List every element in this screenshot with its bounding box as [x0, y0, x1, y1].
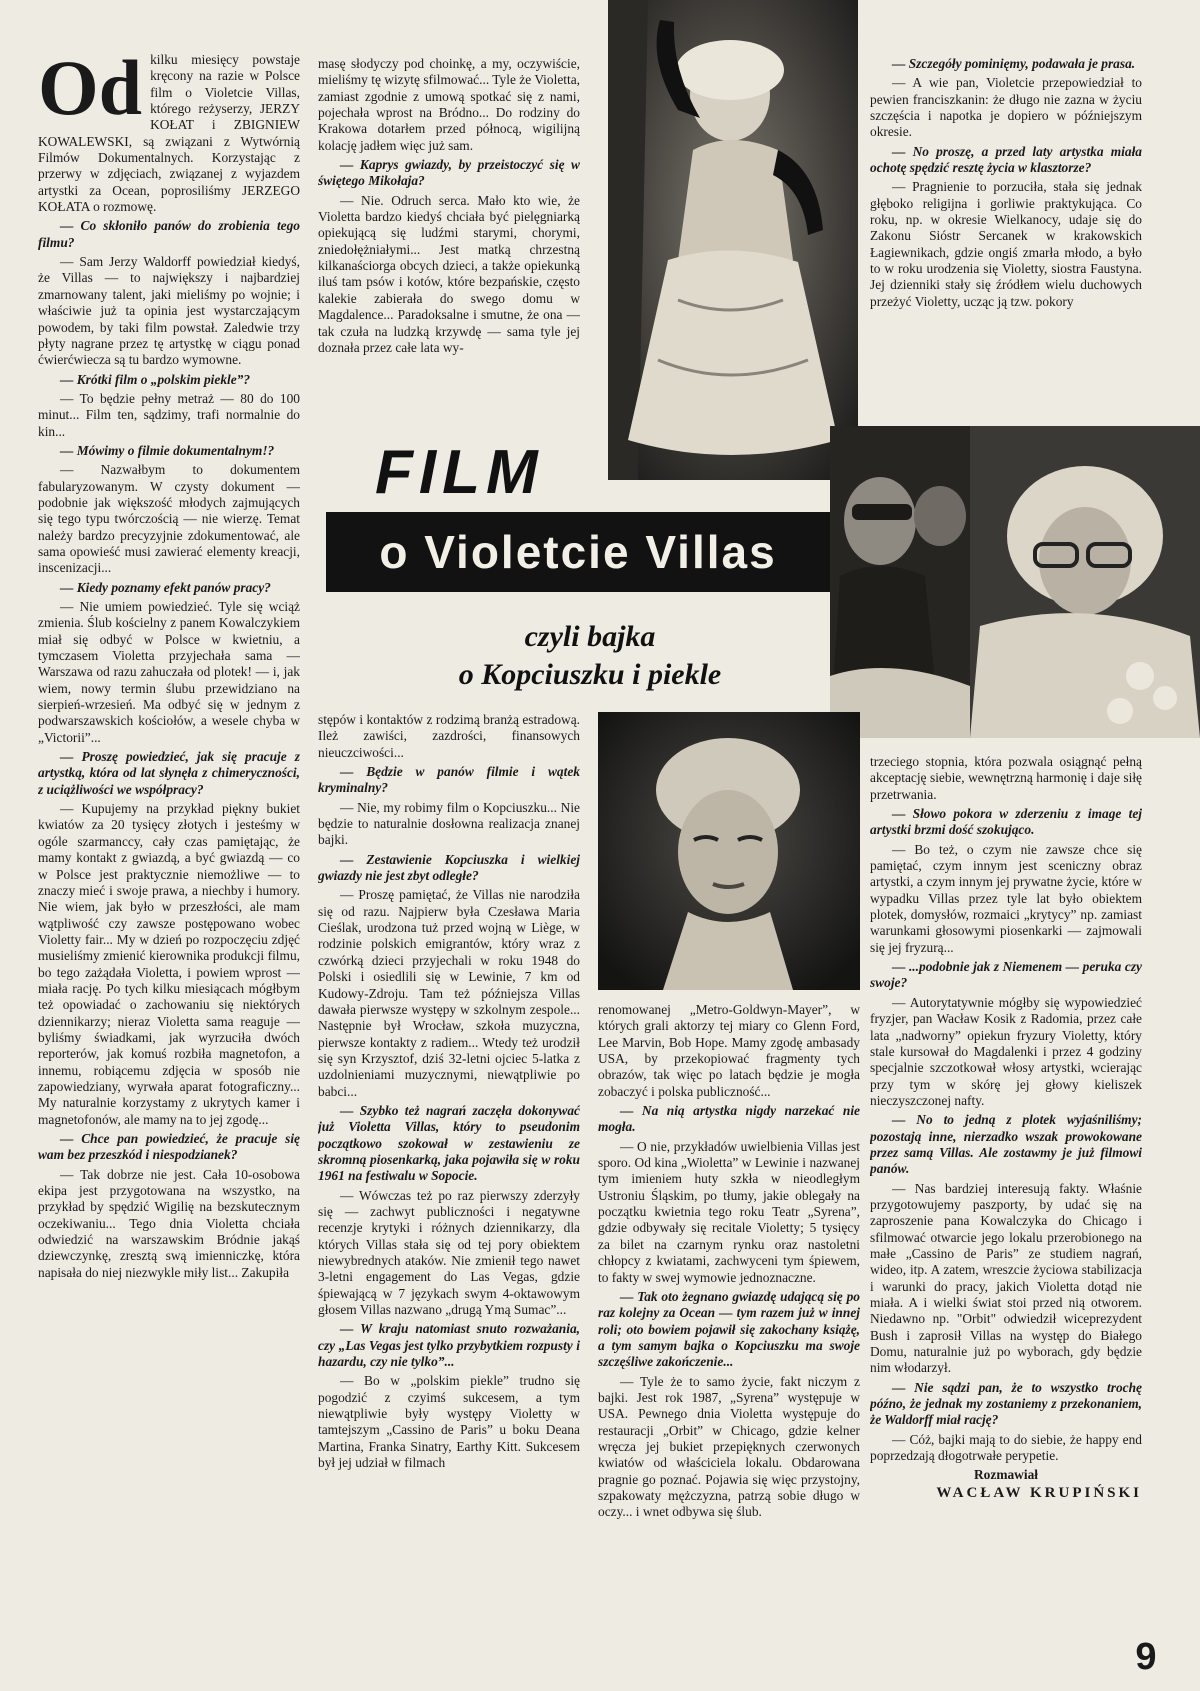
- column-2-top-paragraphs: [318, 56, 580, 356]
- article-paragraph: — Nie umiem powiedzieć. Tyle się wciąż zmienia. Ślub kościelny z panem Kowalczykiem miał się odbyć w Polsce w kwietniu, a tymczasem Violetta przyjechała sama — Warszawa od razu zahuczała od plotek! — i, jak wiem, nowy termin ślubu przewidziano na sierpień-wrzesień. Ma odbyć się w jednym z podwarszawskich kościołów, a wesele chyba w „Victorii”...: [38, 599, 300, 745]
- article-paragraph: — A wie pan, Violetcie przepowiedział to pewien franciszkanin: że długo nie zazna w życiu szczęścia i napotka je dopiero w późniejszym okresie.: [870, 75, 1142, 140]
- article-paragraph: — Kaprys gwiazdy, by przeistoczyć się w świętego Mikołaja?: [318, 157, 580, 189]
- article-paragraph: — Cóż, bajki mają to do siebie, że happy end poprzedzają dłogotrwałe perypetie.: [870, 1431, 1142, 1464]
- article-paragraph: — Nazwałbym to dokumentem fabularyzowanym. W czysty dokument — podobnie jak większość młodych zajmujących się tego typu twórczością — nie wierzę. Temat należy bardzo precyzyjnie zdokumentować, ale sama opowieść musi zawierać elementy kreacji, inscenizacji...: [38, 462, 300, 576]
- article-paragraph: — Nie. Odruch serca. Mało kto wie, że Violetta bardzo kiedyś chciała być pielęgniarką opiekującą się ludźmi starymi, chorymi, zniedołężniałymi... Jest matką chrzestną kilkanaściorga obcych dzieci, a także opiekunką iluś tam psów i kotów, które bezpańskie, często kalekie zabierała do swego domu w Magdalence... Paradoksalne i smutne, że ona — tak czuła na ludzką krzywdę — sama tyle jej doznała przez całe lata wy-: [318, 192, 580, 355]
- column-2-bottom-paragraphs: [318, 712, 580, 1471]
- column-4-top-paragraphs: [870, 56, 1142, 310]
- signature-label: Rozmawiał: [974, 1467, 1038, 1483]
- article-paragraph: — Tak oto żegnano gwiazdę udającą się po raz kolejny za Ocean — tym razem już w innej roli; oto bowiem pojawił się zakochany książę, a tym samym bajka o Kopciuszku ma swoje szczęśliwe zakończenie...: [598, 1288, 860, 1370]
- page-number: 9: [1135, 1636, 1157, 1678]
- photo-stage-performance: [608, 0, 858, 480]
- article-column-2-bottom: [318, 712, 580, 1667]
- article-paragraph: — Słowo pokora w zderzeniu z image tej artystki brzmi dość szokująco.: [870, 806, 1142, 838]
- drop-cap: Od: [38, 52, 143, 131]
- article-paragraph: renomowanej „Metro-Goldwyn-Mayer”, w których grali aktorzy tej miary co Glenn Ford, Lee Marvin, Bob Hope. Mamy zgodę ambasady USA, by przekopiować fragmenty tych obrazów, tak więc po latach będzie je mogła zobaczyć i polska publiczność...: [598, 1002, 860, 1099]
- article-column-1: [38, 52, 300, 1652]
- headline-film: FILM: [375, 438, 544, 507]
- column-4-bottom-paragraphs: [870, 754, 1142, 1464]
- article-paragraph: — Nie, my robimy film o Kopciuszku... Nie będzie to naturalnie dosłowna realizacja znanej bajki.: [318, 799, 580, 848]
- article-paragraph: — To będzie pełny metraż — 80 do 100 minut... Film ten, sądzimy, trafi normalnie do kin...: [38, 390, 300, 439]
- article-paragraph: — Kupujemy na przykład piękny bukiet kwiatów za 20 tysięcy złotych i jesteśmy w ogóle szarmanccy, cały czas pamiętając, że mamy kontakt z gwiazdą, a być gwiazdą — co w Polsce jest praktycznie niemożliwe — to znaczy mieć i swoje prawa, a niechby i humory. Nie wiem, jak było w przeszłości, ale mam wątpliwość czy zawsze postępowano wobec Violetty fair... My w dzień po rozpoczęciu zdjęć musieliśmy zmienić kierownika produkcji filmu, bo tego zażądała Violetta, i powiem wprost — miała rację. Po tych kilku miesiącach mógłbym też opowiadać o zachowaniu się niektórych dziennikarzy; nieraz Violetta sama reaguje — byliśmy świadkami, jak wyrzuciła dwóch reporterów, jak komuś rozbiła magnetofon, a innemu, robiącemu zdjęcia w sposób nie zapowiedziany, wyrwała aparat fotograficzny... My naturalnie korzystamy z ukrytych kamer i magnetofonów, ale mamy na to jej zgodę...: [38, 801, 300, 1127]
- article-paragraph: — W kraju natomiast snuto rozważania, czy „Las Vegas jest tylko przybytkiem rozpusty i hazardu, czy nie tylko”...: [318, 1321, 580, 1370]
- press-meeting-image: [830, 426, 1200, 738]
- article-paragraph: masę słodyczy pod choinkę, a my, oczywiście, mieliśmy tę wizytę sfilmować... Tyle że Violetta, zamiast zgodnie z umową spotkać się z nami, pojechała wprost na Bródno... Do rodziny do Krakowa dotarłem przed północą, wigilijną kolację jadłem więc już sam.: [318, 56, 580, 153]
- article-paragraph: — Pragnienie to porzuciła, stała się jednak głęboko religijna i gorliwie praktykująca. Co roku, np. w okresie Wielkanocy, udaje się do Zakonu Sióstr Sercanek w krakowskich Łagiewnikach, gdzie ongiś zmarła młodo, a było to w roku urodzenia się Violetty, siostra Faustyna. Jej dzienniki stały się źródłem wielu duchowych przeżyć Violetty, ucząc ją tzw. pokory: [870, 179, 1142, 309]
- headline-subtitle: [360, 618, 820, 694]
- article-paragraph: — O nie, przykładów uwielbienia Villas jest sporo. Od kina „Wioletta” w Lewinie i nazwanej tym imieniem huty szkła w nieodległym Ustroniu Śląskim, po tłumy, jakie oblegały na początku kwietnia tego roku Teatr „Syrena”, gdzie odbywały się recitale Violetty; 5 tysięcy za bilet na czarnym rynku oraz nastoletni chłopcy z kwiatami, zachwyceni tym śpiewem, to fakty w swej wymowie jednoznaczne.: [598, 1138, 860, 1285]
- article-paragraph: — Chce pan powiedzieć, że pracuje się wam bez przeszkód i niespodzianek?: [38, 1131, 300, 1163]
- article-paragraph: — Wówczas też po raz pierwszy zderzyły się — zachwyt publiczności i negatywne recenzje krytyki i różnych dziennikarzy, dla których Villas stała się od tej pory obiektem niewybrednych ataków. Nie zmienił tego nawet 3-letni engagement do Las Vegas, gdzie śpiewającą w 7 językach swym 4-oktawowym głosem Villas nazwano „drugą Ymą Sumac”...: [318, 1187, 580, 1318]
- article-paragraph: stępów i kontaktów z rodzimą branżą estradową. Ileż zawiści, zazdrości, finansowych nieuczciwości...: [318, 712, 580, 760]
- column-1-paragraphs: [38, 52, 300, 1281]
- subtitle-line-1: czyli bajka: [524, 620, 656, 653]
- article-column-3: [598, 1002, 860, 1672]
- article-paragraph: — Proszę pamiętać, że Villas nie narodziła się od razu. Najpierw była Czesława Maria Cieślak, urodzona tuż przed wojną w Liège, w rodzinie polskich emigrantów, który wraz z czwórką dzieci przyjechali w roku 1948 do Polski i osiedlili się w Lewinie, 7 km od Kudowy-Zdroju. Tam też późniejsza Villas dawała pierwsze występy w szkolnym zespole... Następnie był Wrocław, szkoła muzyczna, pierwsze kontakty z radiem... Wtedy też urodził się syn Krzysztof, dziś 32-letni ojciec 5-latka z uzdolnieniami muzycznymi, niewątpliwie po babci...: [318, 887, 580, 1099]
- article-paragraph: — No proszę, a przed laty artystka miała ochotę spędzić resztę życia w klasztorze?: [870, 143, 1142, 176]
- article-column-4-bottom: [870, 754, 1142, 1654]
- article-paragraph: — Tak dobrze nie jest. Cała 10-osobowa ekipa jest przygotowana na wszystko, na przykład by spędzić Wigilię na bezskutecznym oczekiwaniu... Tego dnia Violetta chciała odwiedzić na warszawskim Bródnie jakąś dziewczynkę, zresztą swą imienniczkę, która napisała do niej niezwykle miły list... Zakupiła: [38, 1166, 300, 1280]
- lead-text: kilku miesięcy powstaje kręcony na razie w Polsce film o Violetcie Villas, którego reżyserzy, JERZY KOŁAT i ZBIGNIEW KOWALEWSKI, są związani z Wytwórnią Filmów Dokumentalnych. Korzystając z przerwy w zdjęciach, związanej z wyjazdem artystki za Ocean, poprosiliśmy JERZEGO KOŁATA o rozmowę.: [38, 52, 300, 215]
- article-paragraph: trzeciego stopnia, która pozwala osiągnąć pełną akceptację siebie, wewnętrzną harmonię i daje siłę przetrwania.: [870, 754, 1142, 802]
- article-paragraph: — Będzie w panów filmie i wątek kryminalny?: [318, 764, 580, 796]
- column-3-paragraphs: [598, 1002, 860, 1521]
- article-column-4-top: [870, 56, 1142, 418]
- signature-author: WACŁAW KRUPIŃSKI: [936, 1484, 1142, 1501]
- article-paragraph: — ...podobnie jak z Niemenem — peruka czy swoje?: [870, 959, 1142, 991]
- article-paragraph: — Nie sądzi pan, że to wszystko trochę późno, że jednak my zostaniemy z przekonaniem, że Waldorff miał rację?: [870, 1379, 1142, 1428]
- article-paragraph: — Na nią artystka nigdy narzekać nie mogła.: [598, 1103, 860, 1135]
- article-paragraph: — Bo też, o czym nie zawsze chce się pamiętać, czym innym jest sceniczny obraz artystki, a czym innym jej prywatne życie, które w wypadku Villas przez tyle lat było obiektem plotek, domysłów, rozmaici „krytycy” np. zamiast warunkami głosowymi piosenkarki — zajmowali się jej fryzurą...: [870, 841, 1142, 955]
- article-paragraph: — Zestawienie Kopciuszka i wielkiej gwiazdy nie jest zbyt odległe?: [318, 851, 580, 884]
- article-paragraph: — Nas bardziej interesują fakty. Właśnie przygotowujemy paszporty, by udać się na zaproszenie pana Kowalczyka do Chicago i sfilmować otwarcie jego lokalu przerobionego na małe „Cassino de Paris” ze studiem nagrań, wideo, itp. A zatem, wreszcie życiowa stabilizacja i warunki do pracy, jakich Violetta dotąd nie miała. A i wielki świat stoi przed nią otworem. Niedawno np. "Orbit" odwiedził wiceprezydent Bush i zaprosił Villas na występ do Białego Domu, naturalnie już po wyborach, gdy będzie nim włodarzył.: [870, 1180, 1142, 1376]
- article-column-2-top: [318, 56, 580, 430]
- article-paragraph: — No to jedną z plotek wyjaśniliśmy; pozostają inne, nierzadko wszak prowokowane przez samą Villas. Ale zostawmy je już filmowi panów.: [870, 1112, 1142, 1177]
- signature: [870, 1467, 1142, 1502]
- stage-performance-image: [608, 0, 858, 480]
- subtitle-line-2: o Kopciuszku i piekle: [458, 658, 722, 691]
- article-paragraph: — Autorytatywnie mógłby się wypowiedzieć fryzjer, pan Wacław Kosik z Radomia, przez całe lata „nadworny” opiekun fryzury Violetty, który stale kursował do Magdalenki i przez 4 godziny specjalnie szczotkował włosy artystki, wcierając przy tym w skórę jej głowy kieliszek nieczyszczonej nafty.: [870, 994, 1142, 1108]
- article-paragraph: — Sam Jerzy Waldorff powiedział kiedyś, że Villas — to największy i najbardziej zmarnowany talent, jaki mieliśmy po wojnie; i właściwie już ta opinia jest wystarczającym powodem, by taki film powstał. Zaledwie trzy płyty nagrane przez tę artystkę w ciągu ponad ćwierćwiecza są tu bardzo wymowne.: [38, 254, 300, 368]
- article-paragraph: [38, 52, 300, 215]
- photo-young-portrait: [598, 712, 860, 990]
- article-paragraph: — Mówimy o filmie dokumentalnym!?: [60, 442, 275, 458]
- article-paragraph: — Proszę powiedzieć, jak się pracuje z artystką, która od lat słynęła z chimeryczności, z uciążliwości we współpracy?: [38, 749, 300, 797]
- article-paragraph: — Tyle że to samo życie, fakt niczym z bajki. Jest rok 1987, „Syrena” występuje w USA. Pewnego dnia Violetta występuje do restauracji „Orbit” w Chicago, gdzie kelner wręcza jej bukiet przepięknych czerwonych kwiatów od właściciela lokalu. Obdarowana pragnie go poznać. Pojawia się więc przystojny, szpakowaty mężczyzna, patrzą sobie długo w oczy... i wnet odbywa się ślub.: [598, 1373, 860, 1520]
- article-paragraph: — Szybko też nagrań zaczęła dokonywać już Violetta Villas, który to pseudonim początkowo szokował w zestawieniu ze skromną piosenkarką, jaka pojawiła się w roku 1961 na festiwalu w Sopocie.: [318, 1102, 580, 1184]
- article-paragraph: — Krótki film o „polskim piekle”?: [60, 371, 251, 387]
- photo-press-meeting: [830, 426, 1200, 738]
- article-paragraph: — Kiedy poznamy efekt panów pracy?: [60, 579, 271, 595]
- article-paragraph: — Co skłoniło panów do zrobienia tego filmu?: [38, 218, 300, 250]
- article-paragraph: — Bo w „polskim piekle” trudno się pogodzić z czyimś sukcesem, a tym niewątpliwie były występy Violetty w tamtejszym „Cassino de Paris” u boku Deana Martina, Franka Sinatry, Earthy Kitt. Sukcesem był jej udział w filmach: [318, 1373, 580, 1471]
- young-portrait-image: [598, 712, 860, 990]
- headline-title: o Violetcie Villas: [326, 512, 830, 592]
- article-paragraph: — Szczegóły pominięmy, podawała je prasa.: [892, 56, 1136, 71]
